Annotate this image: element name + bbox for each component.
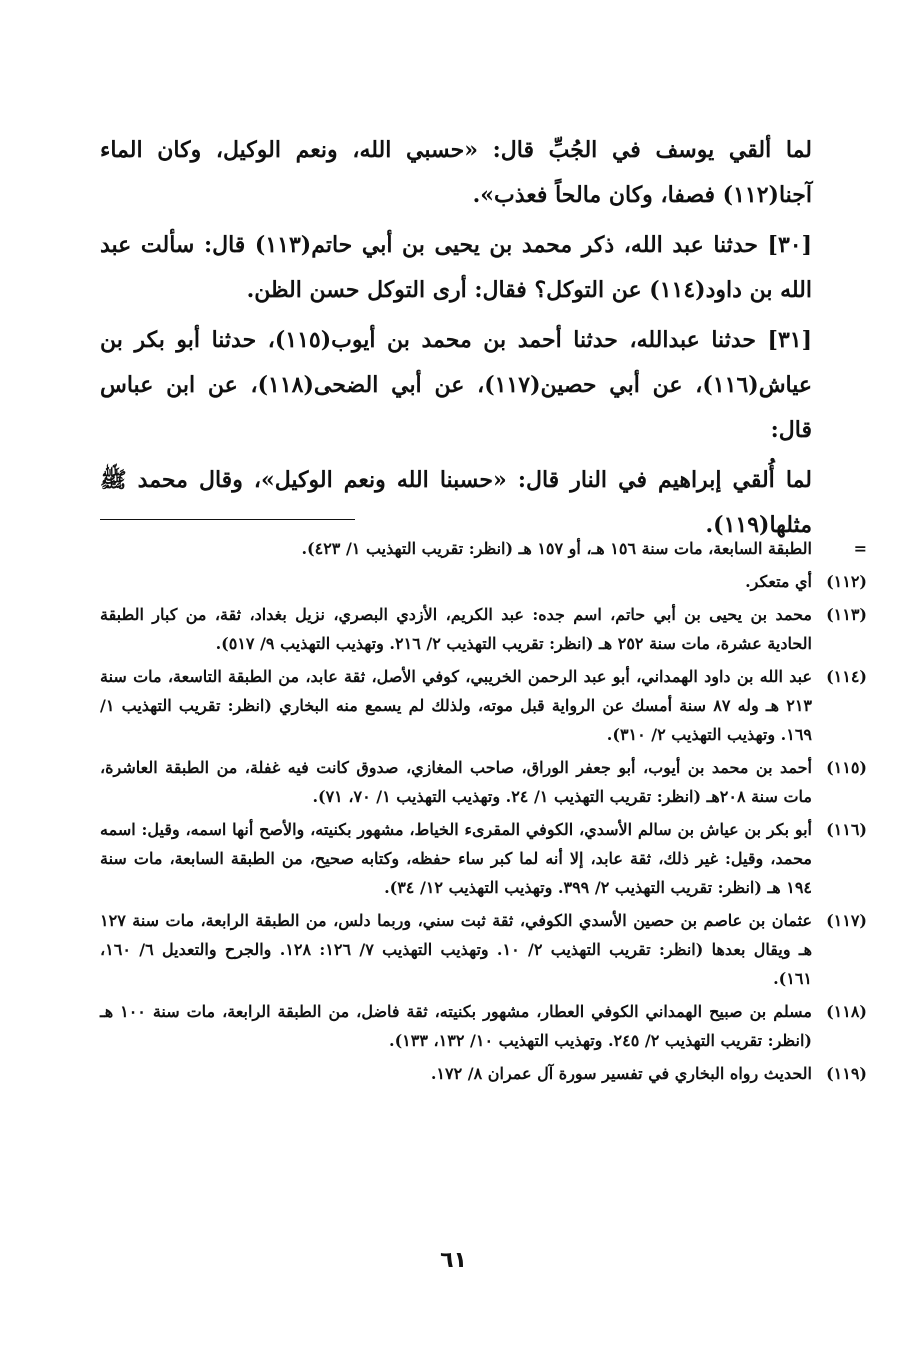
footnote-text: الطبقة السابعة، مات سنة ١٥٦ هـ، أو ١٥٧ هـ (انظر: تقريب التهذيب ١/ ٤٢٣). — [301, 539, 812, 558]
footnote-number: (١١٤) — [826, 667, 867, 686]
footnote-text: مسلم بن صبيح الهمداني الكوفي العطار، مشهور بكنيته، ثقة فاضل، من الطبقة الرابعة، مات سنة ١٠٠ هـ (انظر: تقريب التهذيب ٢/ ٢٤٥. وتهذيب التهذيب ١٠/ ١٣٢، ١٣٣). — [100, 1002, 812, 1050]
footnote-number: = — [853, 539, 867, 558]
footnote-number: (١١٨) — [826, 1002, 867, 1021]
page-number: ٦١ — [440, 1248, 467, 1273]
footnote-112 — [100, 567, 867, 596]
paragraph-hadith-31: [٣١] حدثنا عبدالله، حدثنا أحمد بن محمد بن أيوب(١١٥)، حدثنا أبو بكر بن عياش(١١٦)، عن أبي حصين(١١٧)، عن أبي الضحى(١١٨)، عن ابن عباس قال: — [100, 327, 813, 443]
footnote-number: (١١٣) — [826, 605, 867, 624]
footnote-116 — [100, 815, 867, 902]
footnote-117 — [100, 906, 867, 993]
footnote-113 — [100, 600, 867, 658]
footnote-number: (١١٥) — [826, 758, 867, 777]
footnote-text: الحديث رواه البخاري في تفسير سورة آل عمران ٨/ ١٧٢. — [430, 1064, 812, 1083]
footnote-text: عبد الله بن داود الهمداني، أبو عبد الرحمن الخريبي، كوفي الأصل، ثقة عابد، من الطبقة التاسعة، مات سنة ٢١٣ هـ وله ٨٧ سنة أمسك عن الرواية قبل موته، ولذلك لم يسمع منه البخاري (انظر: تقريب التهذيب ١/ ١٦٩. وتهذيب التهذيب ٢/ ٣١٠). — [100, 667, 813, 744]
paragraph-ibrahim: لما أُلقي إبراهيم في النار قال: «حسبنا الله ونعم الوكيل»، وقال محمد ﷺ مثلها(١١٩). — [100, 467, 812, 538]
footnote-115 — [100, 753, 867, 811]
footnote-number: (١١٧) — [826, 911, 867, 930]
footnote-text: عثمان بن عاصم بن حصين الأسدي الكوفي، ثقة ثبت سني، وربما دلس، من الطبقة الرابعة، مات سنة ١٢٧ هـ ويقال بعدها (انظر: تقريب التهذيب ٢/ ١٠. وتهذيب التهذيب ٧/ ١٢٦: ١٢٨. والجرح والتعديل ٦/ ١٦٠، ١٦١). — [100, 911, 812, 988]
footnote-118 — [100, 997, 867, 1055]
footnote-text: محمد بن يحيى بن أبي حاتم، اسم جده: عبد الكريم، الأزدي البصري، نزيل بغداد، ثقة، من كبار الطبقة الحادية عشرة، مات سنة ٢٥٢ هـ (انظر: تقريب التهذيب ٢/ ٢١٦. وتهذيب التهذيب ٩/ ٥١٧). — [100, 605, 812, 653]
footnote-continuation — [100, 534, 867, 563]
footnote-number: (١١٢) — [826, 572, 867, 591]
footnote-114 — [100, 662, 867, 749]
footnotes — [100, 534, 867, 1092]
footnote-number: (١١٩) — [826, 1064, 867, 1083]
footnote-text: أبو بكر بن عياش بن سالم الأسدي، الكوفي المقرىء الخياط، مشهور بكنيته، والأصح أنها اسمه، وقيل: اسمه محمد، وقيل: غير ذلك، ثقة عابد، إلا أنه لما كبر ساء حفظه، وكتابه صحيح، من الطبقة السابعة، مات سنة ١٩٤ هـ (انظر: تقريب التهذيب ٢/ ٣٩٩. وتهذيب التهذيب ١٢/ ٣٤). — [100, 820, 812, 897]
footnote-119 — [100, 1059, 867, 1088]
footnote-separator — [100, 519, 355, 520]
footnote-text: أي متعكر. — [745, 572, 812, 591]
footnote-text: أحمد بن محمد بن أيوب، أبو جعفر الوراق، صاحب المغازي، صدوق كانت فيه غفلة، من الطبقة العاشرة، مات سنة ٢٠٨هـ (انظر: تقريب التهذيب ١/ ٢٤. وتهذيب التهذيب ١/ ٧٠، ٧١). — [100, 758, 812, 806]
paragraph-hadith-30: [٣٠] حدثنا عبد الله، ذكر محمد بن يحيى بن أبي حاتم(١١٣) قال: سألت عبد الله بن داود(١١٤) عن التوكل؟ فقال: أرى التوكل حسن الظن. — [100, 232, 813, 303]
paragraph-yusuf: لما ألقي يوسف في الجُبِّ قال: «حسبي الله، ونعم الوكيل، وكان الماء آجنا(١١٢) فصفا، وكان مالحاً فعذب». — [100, 137, 812, 208]
footnote-number: (١١٦) — [826, 820, 867, 839]
main-text — [100, 128, 812, 553]
